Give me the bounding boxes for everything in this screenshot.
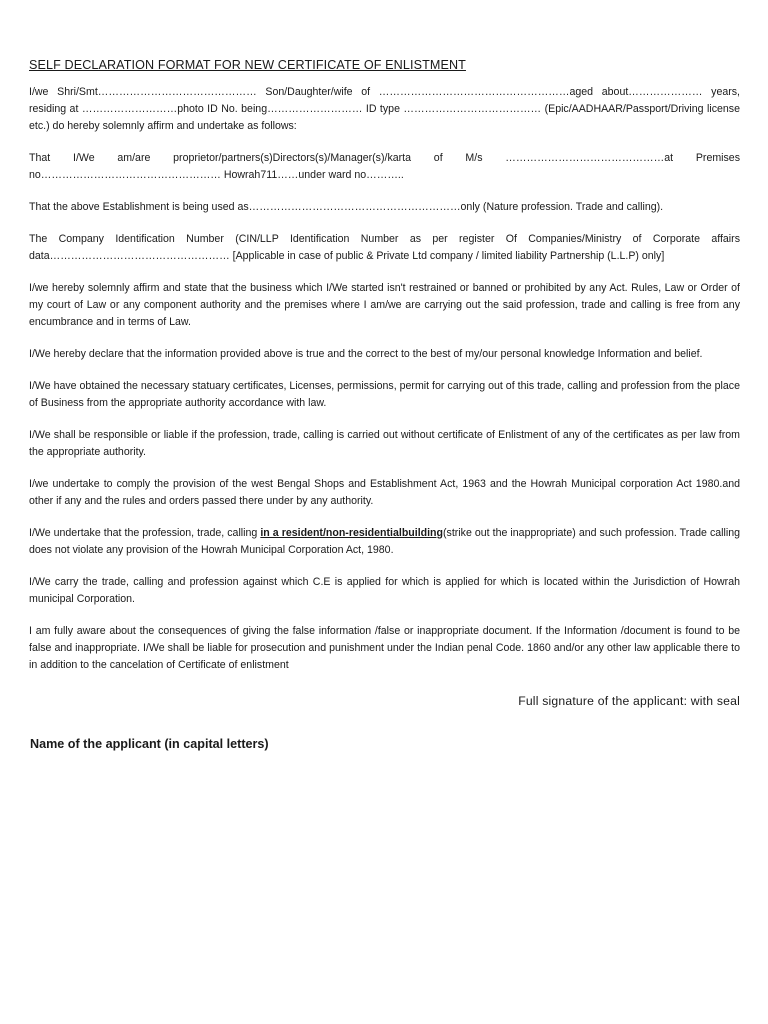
applicant-name-label: Name of the applicant (in capital letters) (30, 737, 269, 751)
document-title: SELF DECLARATION FORMAT FOR NEW CERTIFICATE OF ENLISTMENT (29, 58, 466, 72)
certificates-obtained-paragraph: I/We have obtained the necessary statuary certificates, Licenses, permissions, permit for carrying out of this trade, calling and profession from the place of Business from the appropriate authority accordance with law. (29, 380, 740, 409)
building-type-text-before: I/We undertake that the profession, trade, calling (29, 527, 261, 539)
company-id-paragraph: The Company Identification Number (CIN/LLP Identification Number as per register Of Companies/Ministry of Corporate affairs data…………………………………………… [Applicable in case of public & Private Ltd company / limited liability Partnership (L.L.P) only] (29, 233, 740, 262)
building-type-emphasis: in a resident/non-residentialbuilding (260, 527, 444, 539)
building-type-text-after: (strike out the inappropriate) and such profession. Trade calling does not violate any provision of the Howrah Municipal Corporation Act, 1980. (29, 527, 741, 556)
declaration-page (29, 58, 740, 751)
applicant-details-paragraph: I/we Shri/Smt……………………………………… Son/Daughter/wife of ………………………………………………aged about………………… years, residing at ………………………photo ID No. being……………………… ID type ………………………………… (Epic/AADHAAR/Passport/Driving license etc.) do hereby solemnly affirm and undertake as follows: (29, 86, 740, 132)
jurisdiction-paragraph: I/We carry the trade, calling and profession against which C.E is applied for which is applied for which is located within the Jurisdiction of Howrah municipal Corporation. (29, 576, 740, 605)
not-restrained-paragraph: I/we hereby solemnly affirm and state that the business which I/We started isn't restrained or banned or prohibited by any Act. Rules, Law or Order of my court of Law or any component authority and the premises where I am/we are carrying out the said profession, trade and calling is free from any encumbrance and in terms of Law. (29, 282, 740, 328)
signature-label: Full signature of the applicant: with seal (518, 694, 740, 708)
premises-paragraph: That I/We am/are proprietor/partners(s)Directors(s)/Manager(s)/karta of M/s ………………………………………at Premises no…………………………………………… Howrah711……under ward no……….. (29, 152, 740, 181)
consequences-paragraph: I am fully aware about the consequences of giving the false information /false or inappropriate document. If the Information /document is found to be false and inappropriate. I/We shall be liable for prosecution and punishment under the Indian penal Code. 1860 and/or any other law applicable there to in addition to the cancelation of Certificate of enlistment (29, 625, 740, 671)
true-information-paragraph: I/We hereby declare that the information provided above is true and the correct to the best of my/our personal knowledge Information and belief. (29, 348, 703, 360)
building-type-paragraph (29, 525, 740, 559)
liability-paragraph: I/We shall be responsible or liable if the profession, trade, calling is carried out without certificate of Enlistment of any of the certificates as per law from the appropriate authority. (29, 429, 740, 458)
compliance-paragraph: I/we undertake to comply the provision of the west Bengal Shops and Establishment Act, 1963 and the Howrah Municipal corporation Act 1980.and other if any and the rules and orders passed there under by any authority. (29, 478, 740, 507)
establishment-use-paragraph: That the above Establishment is being used as……………………………………………………only (Nature profession. Trade and calling). (29, 201, 664, 213)
